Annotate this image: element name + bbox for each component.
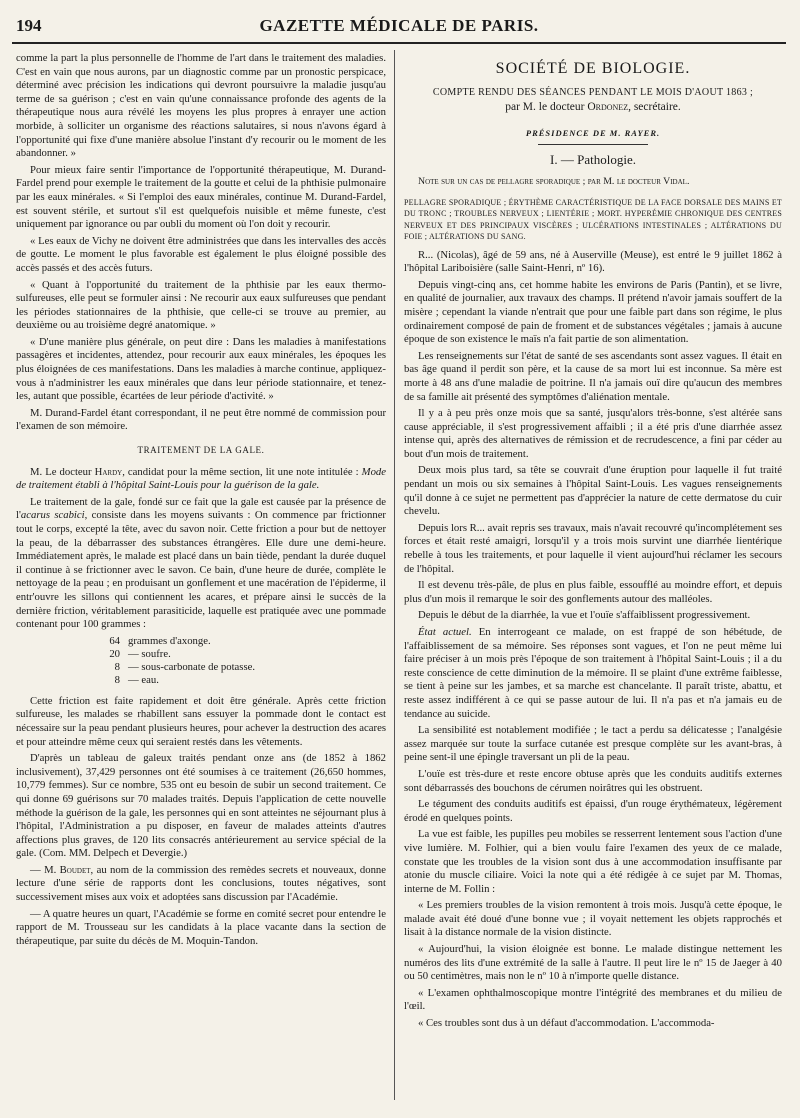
paragraph: comme la part la plus personnelle de l'homme de l'art dans le traitement des maladies. C'est en vain que nous aurons, par un diagnostic comme par un pronostic perspicace, déterminé avec précision les indications qui devront poursuivre la maladie jusqu'au terme de sa guérison ; c'est en vain qu'une connaissance profonde des agents de la thérapeutique nous aura révélé les moyens les plus propres à enrayer une action morbide, à solliciter un organisme des réactions salutaires, si nous n'avons égard à l'opportunité qui fixe d'une manière absolue l'instant d'y recourir ou le moment de les abandonner. » <box>16 52 386 160</box>
text-run: , candidat pour la même section, lit une note intitulée : <box>122 465 362 478</box>
paragraph: Il est devenu très-pâle, de plus en plus faible, essoufflé au moindre effort, et depuis plus d'un mois il remarque le soir des gonflements autour des malléoles. <box>404 579 782 605</box>
paragraph: Depuis lors R... avait repris ses travaux, mais n'avait recouvré qu'incomplétement ses forces et était resté amaigri, lorsqu'il y a trois mois survint une diarrhée lientérique rebelle à tous les traitements, et pour laquelle il vient aujourd'hui réclamer les secours de l'hôpital. <box>404 521 782 575</box>
paragraph <box>16 864 386 905</box>
paragraph: « Les eaux de Vichy ne doivent être administrées que dans les intervalles des accès de goutte. Le moment le plus favorable est également le plus éloigné possible des accès passés et des accès futurs. <box>16 234 386 274</box>
left-column <box>16 52 386 951</box>
text-run: . <box>686 175 690 187</box>
presidence-line: PRÉSIDENCE DE M. RAYER. <box>525 127 661 138</box>
recipe-row <box>56 648 386 661</box>
paragraph <box>16 466 386 493</box>
paragraph: Deux mois plus tard, sa tête se couvrait d'une éruption pour laquelle il fut traité pendant un mois ou six semaines à l'hôpital Saint-Louis. Les vagues renseignements qu'il donne à ce sujet ne permettent pas d'apprécier la nature de cette dermatose du cuir chevelu. <box>404 464 782 518</box>
right-column <box>404 52 782 1034</box>
recipe-ingredient: grammes d'axonge. <box>128 634 211 647</box>
paragraph: Depuis le début de la diarrhée, la vue et l'ouïe s'affaiblissent progressivement. <box>418 609 751 622</box>
paragraph <box>404 626 782 721</box>
recipe-ingredient: — sous-carbonate de potasse. <box>128 660 256 673</box>
recipe-quantity: 64 <box>109 634 120 647</box>
section-subheading: TRAITEMENT DE LA GALE. <box>137 445 265 456</box>
page-header <box>12 10 786 44</box>
page <box>12 10 786 1108</box>
paragraph: Pour mieux faire sentir l'importance de l'opportunité thérapeutique, M. Durand-Fardel prend pour exemple le traitement de la goutte et celui de la phthisie pulmonaire par les eaux minérales. « Si l'emploi des eaux minérales, continue M. Durand-Fardel, est souvent stérile, et surtout s'il est quelquefois nuisible et même funeste, c'est uniquement par ignorance ou par oubli du moment où l'on doit y recourir. <box>16 163 386 231</box>
section-heading: I. — Pathologie. <box>550 152 636 168</box>
recipe-row <box>56 635 386 648</box>
paragraph: La sensibilité est notablement modifiée ; le tact a perdu sa délicatesse ; l'analgésie assez marquée sur toute la surface cutanée est presque complète sur les avant-bras, à peine sent-il une épingle traversant un pli de la peau. <box>404 724 782 764</box>
recipe-quantity: 8 <box>114 660 120 673</box>
text-run: En interrogeant ce malade, on est frappé de son hébétude, de l'affaiblissement de sa mémoire. Ses réponses sont vagues, et l'on ne peut même lui faire préciser à un mois près l'époque de son traitement à l'hôpital Saint-Louis ; il a du reste conscience de cette diminution de la mémoire. Il se plaint d'une extrême faiblesse, se tient à peine sur les jambes, et sa marche est chancelante. Il paraît triste, abattu, et reste assez indifférent à ce qui se passe autour de lui. Il n'a pas et n'a jamais eu de tendance au suicide. <box>404 626 782 720</box>
paragraph: « D'une manière plus générale, on peut dire : Dans les maladies à manifestations passagères et incidentes, attendez, pour recourir aux eaux minérales, les époques les plus éloignées de ces manifestations. Dans les maladies à marche continue, appliquez-vous à n'administrer les eaux minérales que dans leur période stationnaire, et tenez-les, autant que possible, écartées de leur période d'activité. » <box>16 335 386 403</box>
divider <box>538 144 648 145</box>
text-run: par M. le docteur <box>505 101 588 114</box>
author-name: Boudet <box>59 863 91 876</box>
paragraph: — A quatre heures un quart, l'Académie se forme en comité secret pour entendre le rapport de M. Trousseau sur les candidats à la place vacante dans la section de thérapeutique, par suite du décès de M. Moquin-Tandon. <box>16 907 386 947</box>
paragraph: Le tégument des conduits auditifs est épaissi, d'un rouge érythémateux, légèrement érodé en quelques points. <box>404 798 782 824</box>
paragraph: R... (Nicolas), âgé de 59 ans, né à Auserville (Meuse), est entré le 9 juillet 1862 à l'hôpital Lariboisière (salle Saint-Henri, nº 16). <box>404 248 782 275</box>
journal-title: GAZETTE MÉDICALE DE PARIS. <box>259 16 539 35</box>
recipe-ingredient: — eau. <box>128 673 159 686</box>
report-heading: COMPTE RENDU DES SÉANCES PENDANT LE MOIS D'AOUT 1863 ; <box>432 86 754 98</box>
paragraph: Cette friction est faite rapidement et doit être générale. Après cette friction sulfureuse, les malades se rhabillent sans essuyer la pommade dont le contact est nécessaire sur la peau pendant plusieurs heures, pour achever la destruction des acares et pour atteindre même ceux qui seraient restés dans les vêtements. <box>16 694 386 748</box>
text-run: , consiste dans les moyens suivants : On commence par frictionner tout le corps, excepté la tête, avec du savon noir. Cette friction a pour but de nettoyer la peau, de la débarrasser des substances étrangères. Elle dure une demi-heure. Immédiatement après, le malade est placé dans un bain tiède, pendant la durée duquel il continue à se frictionner avec le savon. Ce bain, d'une heure de durée, complète le nettoyage de la peau ; en produisant un gonflement et une macération de l'épiderme, il entr'ouvre les sillons qui contiennent les acares, et prépare ainsi le succès de la dernière friction, véritablement parasiticide, laquelle est pratiquée avec une pommade contenant pour 100 grammes : <box>16 509 386 631</box>
paragraph: Il y a à peu près onze mois que sa santé, jusqu'alors très-bonne, s'est altérée sans cause appréciable, il s'est progressivement affaibli ; il a été pris d'une diarrhée assez intense qui, après des alternatives de rémission et de recrudescence, a fini par céder au bout d'un mois de traitement. <box>404 407 782 460</box>
paragraph: Depuis vingt-cinq ans, cet homme habite les environs de Paris (Pantin), et se livre, en qualité de journalier, aux travaux des champs. Il prétend n'avoir jamais souffert de la misère ; cependant la viande n'entrait que pour une faible part dans son régime, le plus ordinairement composé de pain de froment et de substances végétales ; jamais à aucune époque de son existence le maïs n'a fait partie de son alimentation. <box>404 278 782 346</box>
inline-heading: État actuel. <box>418 626 472 638</box>
paragraph: « Ces troubles sont dus à un défaut d'accommodation. L'accommoda- <box>418 1017 715 1030</box>
paragraph: Les renseignements sur l'état de santé de ses ascendants sont assez vagues. Il était en bas âge quand il perdit son père, et la cause de sa mort lui est inconnue. Sa mère est morte à 48 ans d'une maladie de poitrine. Il n'a jamais ouï dire qu'aucun des membres de sa famille ait présenté des symptômes d'aliénation mentale. <box>404 349 782 403</box>
author-name: Hardy <box>94 465 123 478</box>
text-run: , secrétaire. <box>628 101 681 114</box>
author-name: Ordonez <box>587 101 629 114</box>
paragraph: M. Durand-Fardel étant correspondant, il ne peut être nommé de commission pour l'examen de son mémoire. <box>16 406 386 433</box>
column-divider <box>394 50 395 1100</box>
paragraph: « Quant à l'opportunité du traitement de la phthisie par les eaux thermo-sulfureuses, elle peut se formuler ainsi : Ne recourir aux eaux sulfureuses que pendant les périodes stationnaires de la phthisie, que celle-ci se trouve au premier, au deuxième ou au troisième degré anatomique. » <box>16 278 386 332</box>
note-title <box>404 175 782 189</box>
text-run: Le traitement de la gale, fondé sur ce fait que la gale est causée par la présence de l' <box>16 495 386 522</box>
recipe-ingredient: — soufre. <box>128 647 171 660</box>
paragraph: « L'examen ophthalmoscopique montre l'intégrité des membranes et du milieu de l'œil. <box>404 986 782 1013</box>
keywords: PELLAGRE SPORADIQUE ; ÉRYTHÈME CARACTÉRISTIQUE DE LA FACE DORSALE DES MAINS ET DU TRONC ; TROUBLES NERVEUX ; LIENTÉRIE ; MORT. HYPERÉMIE CHRONIQUE DES CENTRES NERVEUX ET DES PRINCIPAUX VISCÈRES ; ULCÉRATIONS INTESTINALES ; ALTÉRATIONS DU FOIE ; ALTÉRATIONS DU SANG. <box>404 197 782 242</box>
paragraph: L'ouïe est très-dure et reste encore obtuse après que les conduits auditifs externes sont débarrassés des bouchons de cérumen noirâtres qui les obstruent. <box>404 767 782 794</box>
species-name: acarus scabici <box>20 509 85 522</box>
recipe-row <box>56 674 386 687</box>
recipe-quantity: 8 <box>114 673 120 686</box>
paragraph <box>16 496 386 632</box>
text-run: Note sur un cas de pellagre sporadique ; par M. le docteur <box>418 175 664 187</box>
society-heading: SOCIÉTÉ DE BIOLOGIE. <box>495 60 691 77</box>
text-run: , au nom de la commission des remèdes secrets et nouveaux, donne lecture d'une série de rapports dont les conclusions, toutes négatives, sont successivement mises aux voix et adoptées sans discussion par l'Académie. <box>16 863 387 904</box>
secretary-line <box>404 101 782 115</box>
paragraph: D'après un tableau de galeux traités pendant onze ans (de 1852 à 1862 inclusivement), 37,429 personnes ont été soumises à ce traitement (26,650 hommes, 10,779 femmes). Sur ce nombre, 535 ont eu besoin de subir un second traitement. Ce qui donne 69 guérisons sur 70 malades traités. Depuis l'application de cette nouvelle méthode la guérison de la gale, les personnes qui en sont atteintes ne séjournant plus à l'hôpital, l'Administration a pu disposer, en faveur de malades atteints d'autres affections plus graves, de 120 lits consacrés antérieurement au service spécial de la gale. (Com. MM. Delpech et Devergie.) <box>16 752 386 860</box>
recipe-quantity: 20 <box>109 647 120 660</box>
page-number: 194 <box>16 16 42 35</box>
recipe-list <box>56 635 386 687</box>
paragraph: « Aujourd'hui, la vision éloignée est bonne. Le malade distingue nettement les numéros des lits d'une extrémité de la salle à l'autre. Il peut lire le nº 15 de Jaeger à 40 ou 50 centimètres, mais non le nº 10 à n'importe quelle distance. <box>404 943 782 983</box>
paragraph: La vue est faible, les pupilles peu mobiles se resserrent lentement sous l'action d'une vive lumière. M. Folhier, qui a bien voulu faire l'examen des yeux de ce malade, constate que les troubles de la vision sont dus à une accommodation insuffisante par atonie du muscle ciliaire. Voici la note qui a été rédigée à ce sujet par M. Thomas, interne de M. Follin : <box>404 828 782 895</box>
text-run: M. Le docteur <box>30 465 95 478</box>
paragraph: « Les premiers troubles de la vision remontent à trois mois. Jusqu'à cette époque, le malade avait été doué d'une bonne vue ; il voyait nettement les objets rapprochés et lisait à la distance normale de la vision distincte. <box>404 899 782 939</box>
recipe-row <box>56 661 386 674</box>
author-name: Vidal <box>663 175 687 187</box>
paper-title: Mode de traitement établi à l'hôpital Saint-Louis pour la guérison de la gale. <box>16 465 387 492</box>
text-run: — M. <box>30 863 60 876</box>
